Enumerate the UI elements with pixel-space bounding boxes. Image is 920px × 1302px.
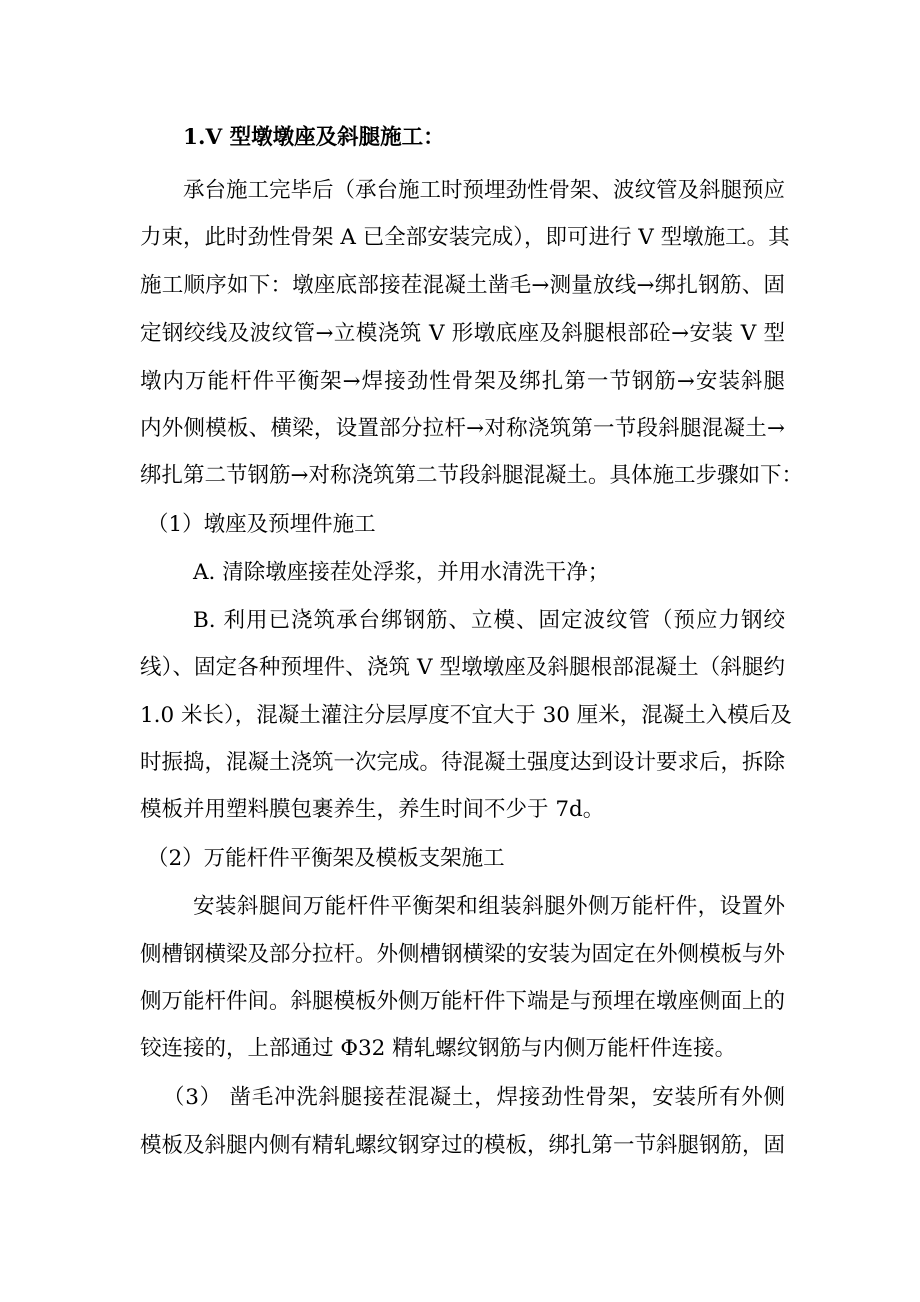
- paragraph-line: 线）、固定各种预埋件、浇筑 V 型墩墩座及斜腿根部混凝土（斜腿约: [140, 655, 785, 680]
- subsection-paragraph: （3） 凿毛冲洗斜腿接茬混凝土，焊接劲性骨架，安装所有外侧: [163, 1085, 785, 1110]
- subsection-heading: （2）万能杆件平衡架及模板支架施工: [147, 846, 505, 871]
- paragraph-line: 铰连接的，上部通过 Φ32 精轧螺纹钢筋与内侧万能杆件连接。: [140, 1036, 737, 1061]
- list-item: B. 利用已浇筑承台绑钢筋、立模、固定波纹管（预应力钢绞: [193, 608, 785, 633]
- paragraph-line: 定钢绞线及波纹管→立模浇筑 V 形墩底座及斜腿根部砼→安装 V 型: [140, 321, 785, 346]
- paragraph-line: 安装斜腿间万能杆件平衡架和组装斜腿外侧万能杆件，设置外: [193, 894, 785, 919]
- subsection-heading: （1）墩座及预埋件施工: [147, 512, 376, 537]
- section-heading: 1.V 型墩墩座及斜腿施工：: [183, 125, 445, 150]
- paragraph-line: 时振捣，混凝土浇筑一次完成。待混凝土强度达到设计要求后，拆除: [140, 750, 786, 775]
- paragraph-line: 绑扎第二节钢筋→对称浇筑第二节段斜腿混凝土。具体施工步骤如下：: [140, 463, 804, 488]
- paragraph-line: 侧槽钢横梁及部分拉杆。外侧槽钢横梁的安装为固定在外侧模板与外: [140, 942, 786, 967]
- paragraph-line: 墩内万能杆件平衡架→焊接劲性骨架及绑扎第一节钢筋→安装斜腿: [140, 369, 785, 394]
- paragraph-line: 侧万能杆件间。斜腿模板外侧万能杆件下端是与预埋在墩座侧面上的: [140, 989, 786, 1014]
- paragraph-line: 模板并用塑料膜包裹养生，养生时间不少于 7d。: [140, 797, 605, 822]
- paragraph-line: 施工顺序如下：墩座底部接茬混凝土凿毛→测量放线→绑扎钢筋、固: [140, 273, 785, 298]
- paragraph-line: 内外侧模板、横梁，设置部分拉杆→对称浇筑第一节段斜腿混凝土→: [140, 416, 785, 441]
- paragraph-line: 模板及斜腿内侧有精轧螺纹钢穿过的模板，绑扎第一节斜腿钢筋，固: [140, 1133, 786, 1158]
- paragraph-line: 承台施工完毕后（承台施工时预埋劲性骨架、波纹管及斜腿预应: [183, 178, 786, 203]
- list-item: A. 清除墩座接茬处浮浆，并用水清洗干净；: [193, 560, 610, 585]
- paragraph-line: 力束，此时劲性骨架 A 已全部安装完成），即可进行 V 型墩施工。其: [140, 225, 790, 250]
- paragraph-line: 1.0 米长），混凝土灌注分层厚度不宜大于 30 厘米，混凝土入模后及: [140, 703, 792, 728]
